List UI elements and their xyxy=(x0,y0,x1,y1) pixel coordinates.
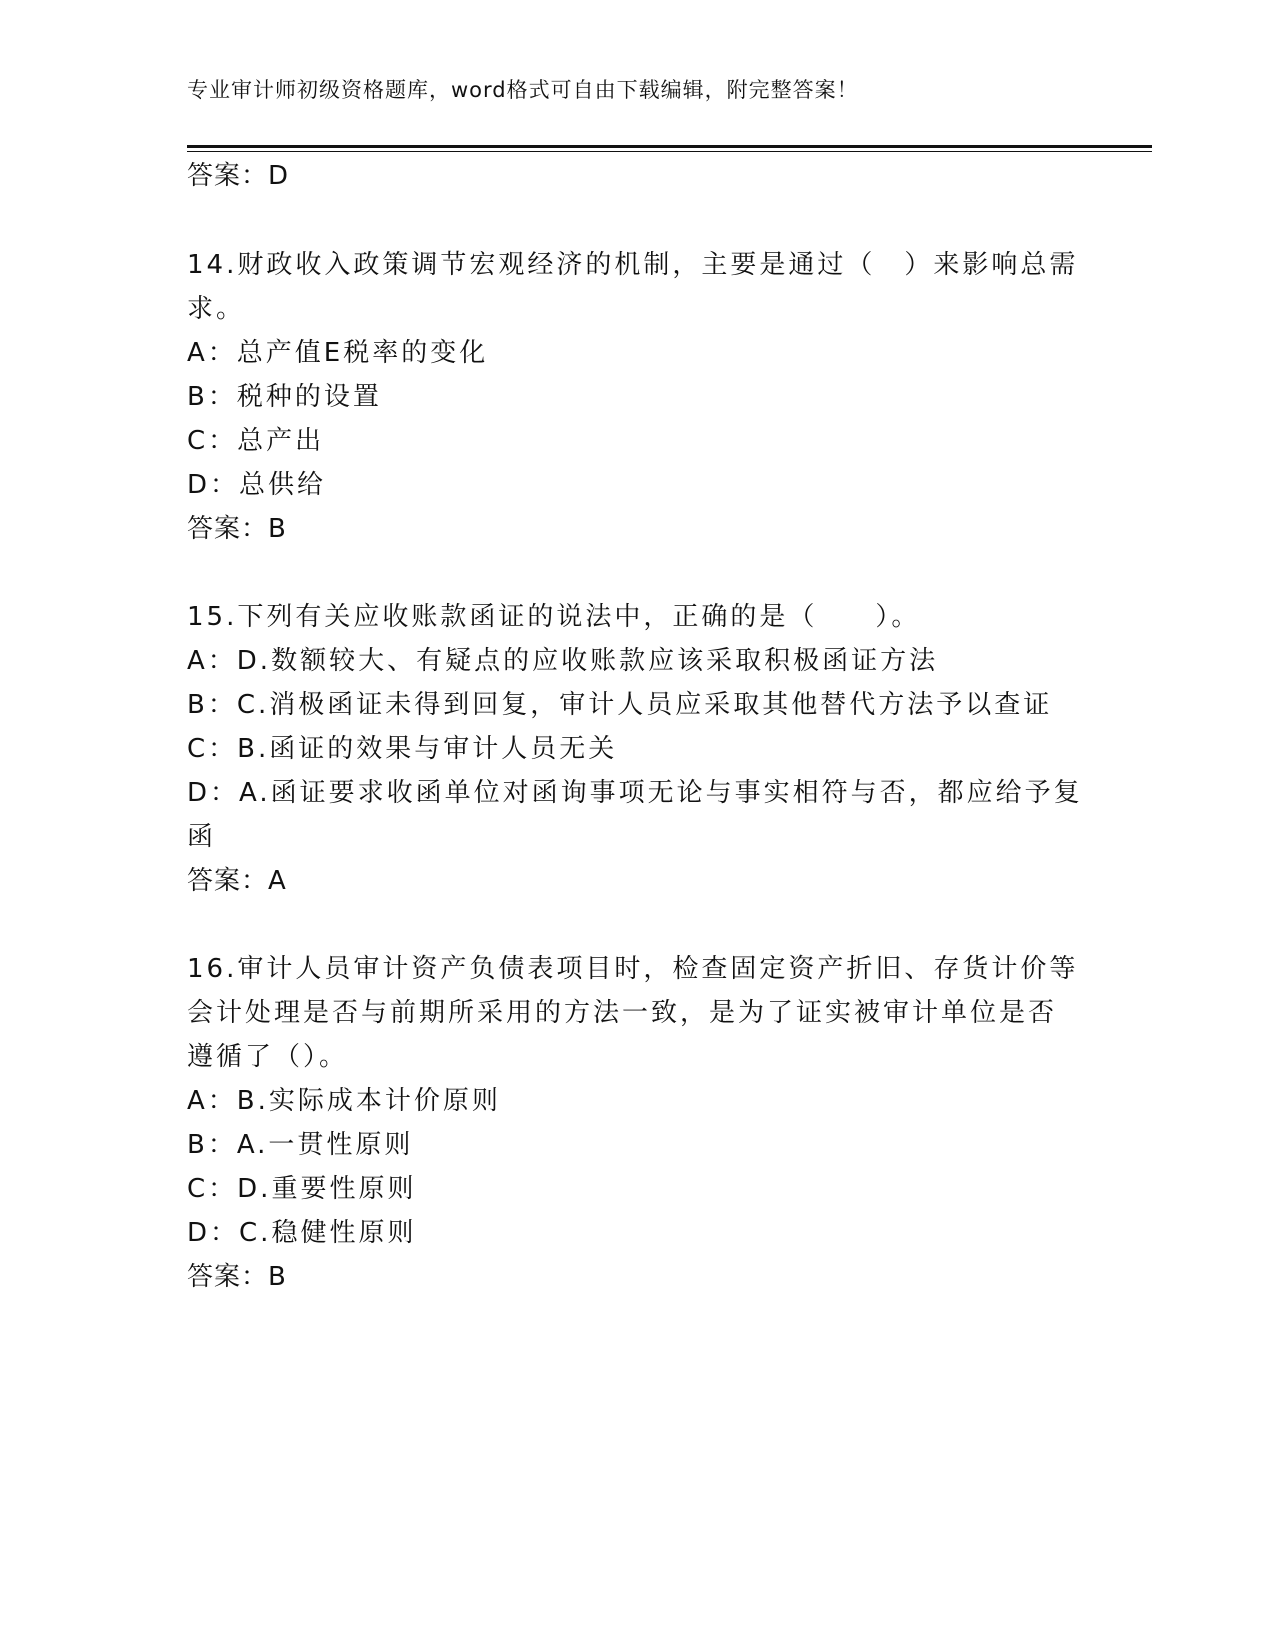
option-line: A：B.实际成本计价原则 xyxy=(187,1086,501,1116)
option-line: 函 xyxy=(187,822,217,852)
header-rule-thin xyxy=(187,151,1152,152)
question-stem-line: 遵循了（）。 xyxy=(187,1042,349,1072)
answer-line: 答案：B xyxy=(187,1262,287,1292)
option-line: D：总供给 xyxy=(187,470,327,500)
option-line: D：A.函证要求收函单位对函询事项无论与事实相符与否，都应给予复 xyxy=(187,778,1083,808)
option-line: A：D.数额较大、有疑点的应收账款应该采取积极函证方法 xyxy=(187,646,939,676)
question-stem-line: 16.审计人员审计资产负债表项目时，检查固定资产折旧、存货计价等 xyxy=(187,954,1079,984)
answer-line: 答案：B xyxy=(187,514,287,544)
answer-line: 答案：A xyxy=(187,866,287,896)
option-line: B：C.消极函证未得到回复，审计人员应采取其他替代方法予以查证 xyxy=(187,690,1053,720)
question-stem-line: 15.下列有关应收账款函证的说法中，正确的是（ ）。 xyxy=(187,602,921,632)
page-header: 专业审计师初级资格题库，word格式可自由下载编辑，附完整答案！ xyxy=(187,78,859,102)
question-stem-line: 求。 xyxy=(187,294,246,324)
header-rule-thick xyxy=(187,145,1152,148)
option-line: D：C.稳健性原则 xyxy=(187,1218,417,1248)
option-line: B：A.一贯性原则 xyxy=(187,1130,414,1160)
option-line: C：B.函证的效果与审计人员无关 xyxy=(187,734,618,764)
option-line: C：总产出 xyxy=(187,426,325,456)
question-stem-line: 会计处理是否与前期所采用的方法一致，是为了证实被审计单位是否 xyxy=(187,998,1058,1028)
question-stem-line: 14.财政收入政策调节宏观经济的机制，主要是通过（ ）来影响总需 xyxy=(187,250,1079,280)
option-line: A：总产值E税率的变化 xyxy=(187,338,489,368)
option-line: B：税种的设置 xyxy=(187,382,382,412)
answer-line: 答案：D xyxy=(187,161,290,191)
option-line: C：D.重要性原则 xyxy=(187,1174,417,1204)
